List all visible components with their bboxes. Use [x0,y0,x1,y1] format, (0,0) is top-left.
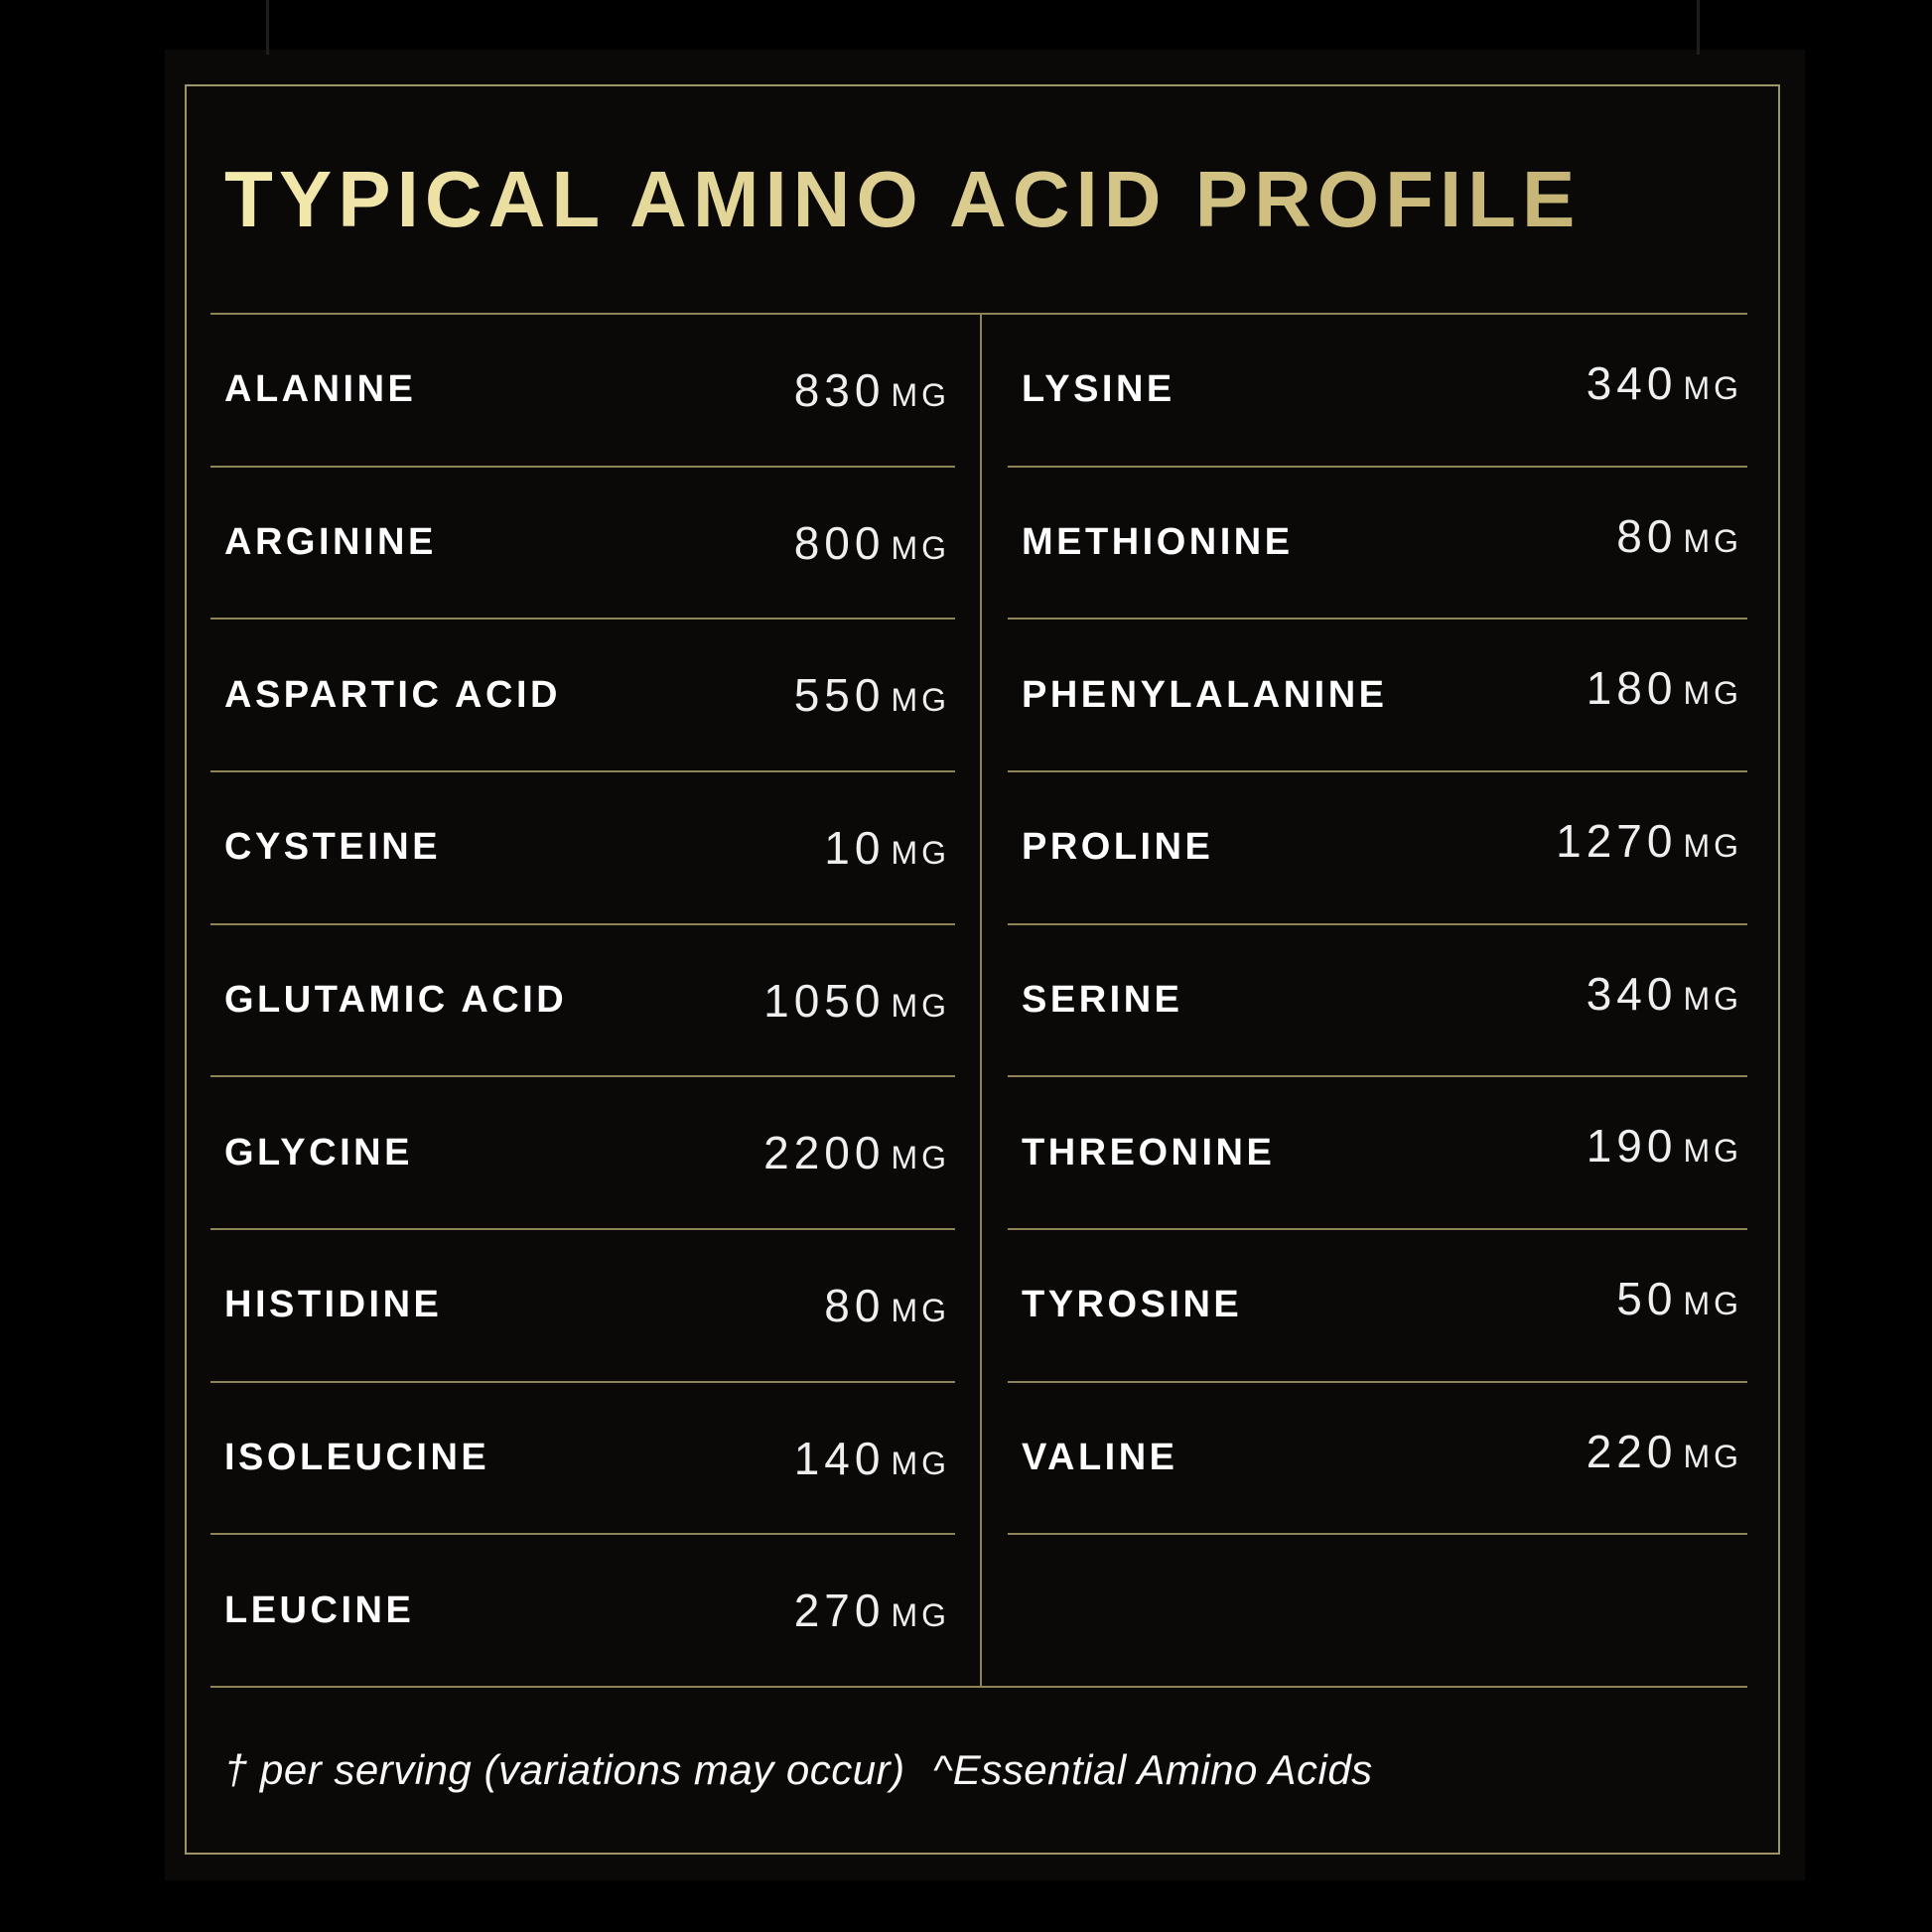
table-row [210,772,955,925]
footnote [224,1746,1373,1794]
amino-unit: MG [891,682,950,719]
amino-amount: 830 [793,363,886,416]
table-row [1008,315,1747,468]
amino-value [794,363,950,417]
amino-amount: 140 [793,1432,886,1484]
amino-value [794,1584,950,1637]
amino-unit: MG [1683,522,1742,559]
table-row [210,620,955,772]
amino-amount: 2200 [763,1127,886,1179]
amino-name: LEUCINE [224,1588,415,1631]
footnote-essential: ^Essential Amino Acids [932,1746,1373,1793]
table-row [1008,468,1747,621]
amino-value [1616,509,1742,563]
amino-name: HISTIDINE [224,1284,443,1326]
amino-unit: MG [891,1445,950,1481]
amino-name: METHIONINE [1022,521,1294,563]
amino-value [1587,661,1742,715]
amino-name: TYROSINE [1022,1284,1243,1326]
table-column-left [210,315,955,1686]
amino-value [824,821,950,875]
amino-name: GLUTAMIC ACID [224,979,568,1022]
amino-value [1587,1119,1742,1173]
table-row [210,1383,955,1536]
amino-amount: 1270 [1556,814,1678,867]
amino-amount: 80 [824,1279,886,1331]
amino-amount: 220 [1586,1425,1678,1477]
amino-amount: 270 [793,1585,886,1637]
amino-value [1556,814,1742,868]
table-row [210,315,955,468]
amino-amount: 10 [824,821,886,874]
table-column-right [1008,315,1747,1686]
amino-name: GLYCINE [224,1131,413,1173]
table-row [1008,1230,1747,1383]
amino-unit: MG [891,376,950,413]
amino-acid-table [210,313,1747,1688]
amino-amount: 340 [1586,967,1678,1020]
amino-unit: MG [891,987,950,1024]
amino-unit: MG [891,834,950,871]
amino-unit: MG [1683,675,1742,712]
amino-unit: MG [1683,1133,1742,1170]
amino-unit: MG [1683,369,1742,406]
page-title-text: TYPICAL AMINO ACID PROFILE [224,155,1582,243]
amino-value [763,1126,950,1179]
amino-name: VALINE [1022,1437,1178,1479]
amino-unit: MG [1683,1438,1742,1474]
amino-name: CYSTEINE [224,826,442,869]
fold-mark-left [266,0,269,55]
amino-value [794,1432,950,1485]
amino-name: LYSINE [1022,368,1175,411]
amino-value [1587,1425,1742,1478]
page-title [224,150,1604,243]
footnote-row [210,1688,1747,1853]
table-row [210,1077,955,1230]
amino-unit: MG [891,1140,950,1176]
amino-name: ARGININE [224,521,437,563]
amino-unit: MG [1683,1285,1742,1321]
amino-amount: 80 [1616,509,1678,562]
table-row [1008,1077,1747,1230]
amino-value [794,516,950,570]
amino-name: PHENYLALANINE [1022,673,1388,716]
table-row [1008,925,1747,1078]
title-row [210,86,1747,313]
amino-name: SERINE [1022,979,1183,1022]
amino-value [794,668,950,722]
amino-value [824,1279,950,1332]
amino-acid-profile-panel [185,84,1780,1855]
amino-amount: 550 [793,669,886,722]
fold-mark-right [1697,0,1700,55]
table-row [1008,1535,1747,1686]
amino-unit: MG [891,1597,950,1634]
amino-unit: MG [1683,827,1742,864]
amino-unit: MG [891,529,950,566]
amino-value [763,974,950,1028]
table-row [1008,1383,1747,1536]
table-row [210,468,955,621]
column-divider [980,315,982,1686]
title-dagger-mark: † [1581,150,1604,198]
amino-amount: 50 [1616,1272,1678,1324]
amino-value [1616,1272,1742,1325]
amino-unit: MG [891,1292,950,1328]
table-row [210,1535,955,1686]
amino-name: THREONINE [1022,1131,1276,1173]
footnote-per-serving: † per serving (variations may occur) [224,1746,905,1793]
amino-unit: MG [1683,980,1742,1017]
table-row [210,925,955,1078]
table-row [1008,620,1747,772]
amino-amount: 340 [1586,356,1678,409]
amino-amount: 1050 [763,974,886,1027]
table-row [210,1230,955,1383]
amino-amount: 800 [793,516,886,569]
amino-value [1587,356,1742,410]
table-row [1008,772,1747,925]
amino-amount: 190 [1586,1120,1678,1173]
amino-name: PROLINE [1022,826,1214,869]
amino-value [1587,967,1742,1021]
amino-name: ALANINE [224,368,417,411]
amino-name: ISOLEUCINE [224,1437,490,1479]
amino-amount: 180 [1586,662,1678,715]
amino-name: ASPARTIC ACID [224,673,561,716]
